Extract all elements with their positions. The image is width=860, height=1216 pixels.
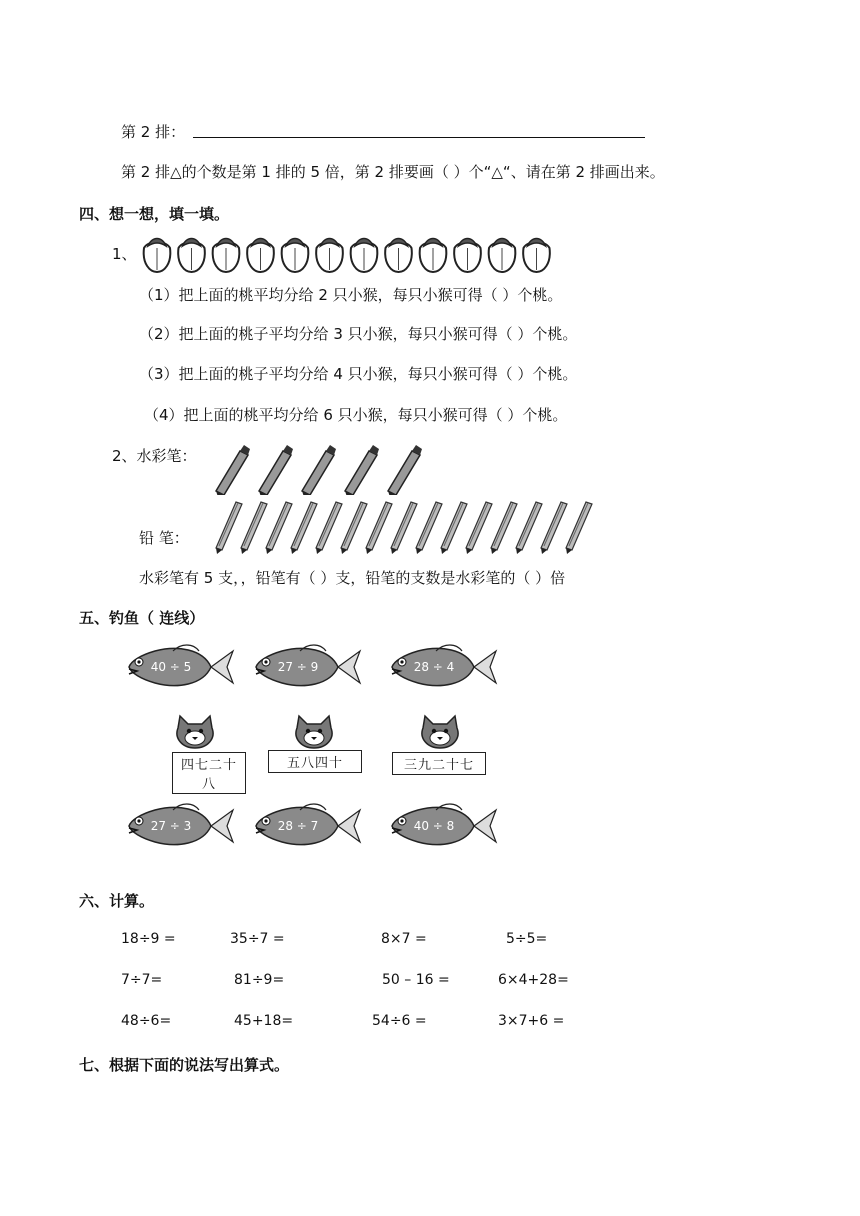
peach-icon: [178, 239, 205, 273]
q1-item-1: （1）把上面的桃平均分给 2 只小猴，每只小猴可得（ ）个桃。: [139, 286, 563, 304]
peach-icon: [351, 239, 378, 273]
section6-title: 六、计算。: [79, 892, 155, 910]
cat-label-3[interactable]: 三九二十七: [392, 752, 486, 775]
row2-drawing-line[interactable]: [193, 137, 645, 138]
pencil-icon: [341, 502, 367, 554]
calc-r3-c1[interactable]: 48÷6=: [121, 1013, 172, 1029]
fish-expression: 40 ÷ 8: [413, 819, 455, 833]
fish-expression: 27 ÷ 9: [277, 660, 319, 674]
peach-row: [138, 234, 558, 280]
pencil-icon: [241, 502, 267, 554]
peach-icon: [213, 239, 240, 273]
q1-item-2: （2）把上面的桃子平均分给 3 只小猴，每只小猴可得（ ）个桃。: [139, 325, 578, 343]
q2-sentence: 水彩笔有 5 支，，铅笔有（ ）支，铅笔的支数是水彩笔的（ ）倍: [139, 569, 566, 587]
cat-3: [415, 714, 465, 750]
pencil-icon: [491, 502, 517, 554]
fish-expression: 28 ÷ 4: [413, 660, 455, 674]
calc-r1-c1[interactable]: 18÷9 =: [121, 931, 176, 947]
pencil-icon: [316, 502, 342, 554]
cat-label-2[interactable]: 五八四十: [268, 750, 362, 773]
calc-r3-c3[interactable]: 54÷6 =: [372, 1013, 427, 1029]
cat-label-1[interactable]: 四七二十八: [172, 752, 246, 794]
calc-r2-c3[interactable]: 50 – 16 =: [382, 972, 450, 988]
pencil-icon: [416, 502, 442, 554]
marker-icon: [388, 445, 422, 495]
pencil-icon: [566, 502, 592, 554]
pencil-icon: [516, 502, 542, 554]
section7-title: 七、根据下面的说法写出算式。: [79, 1056, 290, 1074]
pencil-icon: [266, 502, 292, 554]
section4-title: 四、想一想，填一填。: [79, 205, 230, 223]
peach-icon: [316, 239, 343, 273]
cat-2: [289, 714, 339, 750]
q1-item-3: （3）把上面的桃子平均分给 4 只小猴，每只小猴可得（ ）个桃。: [139, 365, 578, 383]
marker-icon: [302, 445, 336, 495]
calc-r3-c2[interactable]: 45+18=: [234, 1013, 294, 1029]
q1-item-4: （4）把上面的桃平均分给 6 只小猴，每只小猴可得（ ）个桃。: [144, 406, 568, 424]
q2-pencil-label: 铅 笔：: [139, 529, 189, 547]
peach-icon: [523, 239, 550, 273]
pencil-icon: [366, 502, 392, 554]
bottom-fish-3[interactable]: [390, 802, 500, 850]
cat-1: [170, 714, 220, 750]
peach-icon: [420, 239, 447, 273]
row2-label: 第 2 排：: [121, 123, 186, 141]
calc-r3-c4[interactable]: 3×7+6 =: [498, 1013, 565, 1029]
section5-title: 五、钓鱼（ 连线）: [79, 609, 205, 627]
pencil-icon: [216, 502, 242, 554]
peach-icon: [144, 239, 171, 273]
top-fish-1[interactable]: [127, 643, 237, 691]
pencil-icon: [466, 502, 492, 554]
marker-icon: [259, 445, 293, 495]
pencil-icon: [291, 502, 317, 554]
bottom-fish-2[interactable]: [254, 802, 364, 850]
marker-icon: [216, 445, 250, 495]
calc-r2-c4[interactable]: 6×4+28=: [498, 972, 569, 988]
row2-sentence: 第 2 排△的个数是第 1 排的 5 倍，第 2 排要画（ ）个“△“、请在第 2 排画出来。: [121, 163, 665, 181]
calc-r1-c3[interactable]: 8×7 =: [381, 931, 427, 947]
marker-row: [210, 443, 430, 499]
fish-expression: 28 ÷ 7: [277, 819, 319, 833]
top-fish-3[interactable]: [390, 643, 500, 691]
peach-icon: [454, 239, 481, 273]
peach-icon: [282, 239, 309, 273]
q1-number: 1、: [112, 245, 137, 263]
peach-icon: [489, 239, 516, 273]
peach-row-illustration: [138, 234, 558, 276]
q2-number: 2、水彩笔：: [112, 447, 197, 465]
top-fish-2[interactable]: [254, 643, 364, 691]
calc-r2-c2[interactable]: 81÷9=: [234, 972, 285, 988]
calc-r2-c1[interactable]: 7÷7=: [121, 972, 163, 988]
fish-expression: 27 ÷ 3: [150, 819, 192, 833]
pencil-icon: [441, 502, 467, 554]
marker-illustration: [210, 443, 430, 495]
calc-r1-c4[interactable]: 5÷5=: [506, 931, 548, 947]
calc-r1-c2[interactable]: 35÷7 =: [230, 931, 285, 947]
pencil-icon: [391, 502, 417, 554]
marker-icon: [345, 445, 379, 495]
peach-icon: [247, 239, 274, 273]
pencil-icon: [541, 502, 567, 554]
fish-expression: 40 ÷ 5: [150, 660, 192, 674]
pencil-row: [212, 496, 596, 558]
pencil-illustration: [212, 496, 596, 554]
peach-icon: [385, 239, 412, 273]
bottom-fish-1[interactable]: [127, 802, 237, 850]
